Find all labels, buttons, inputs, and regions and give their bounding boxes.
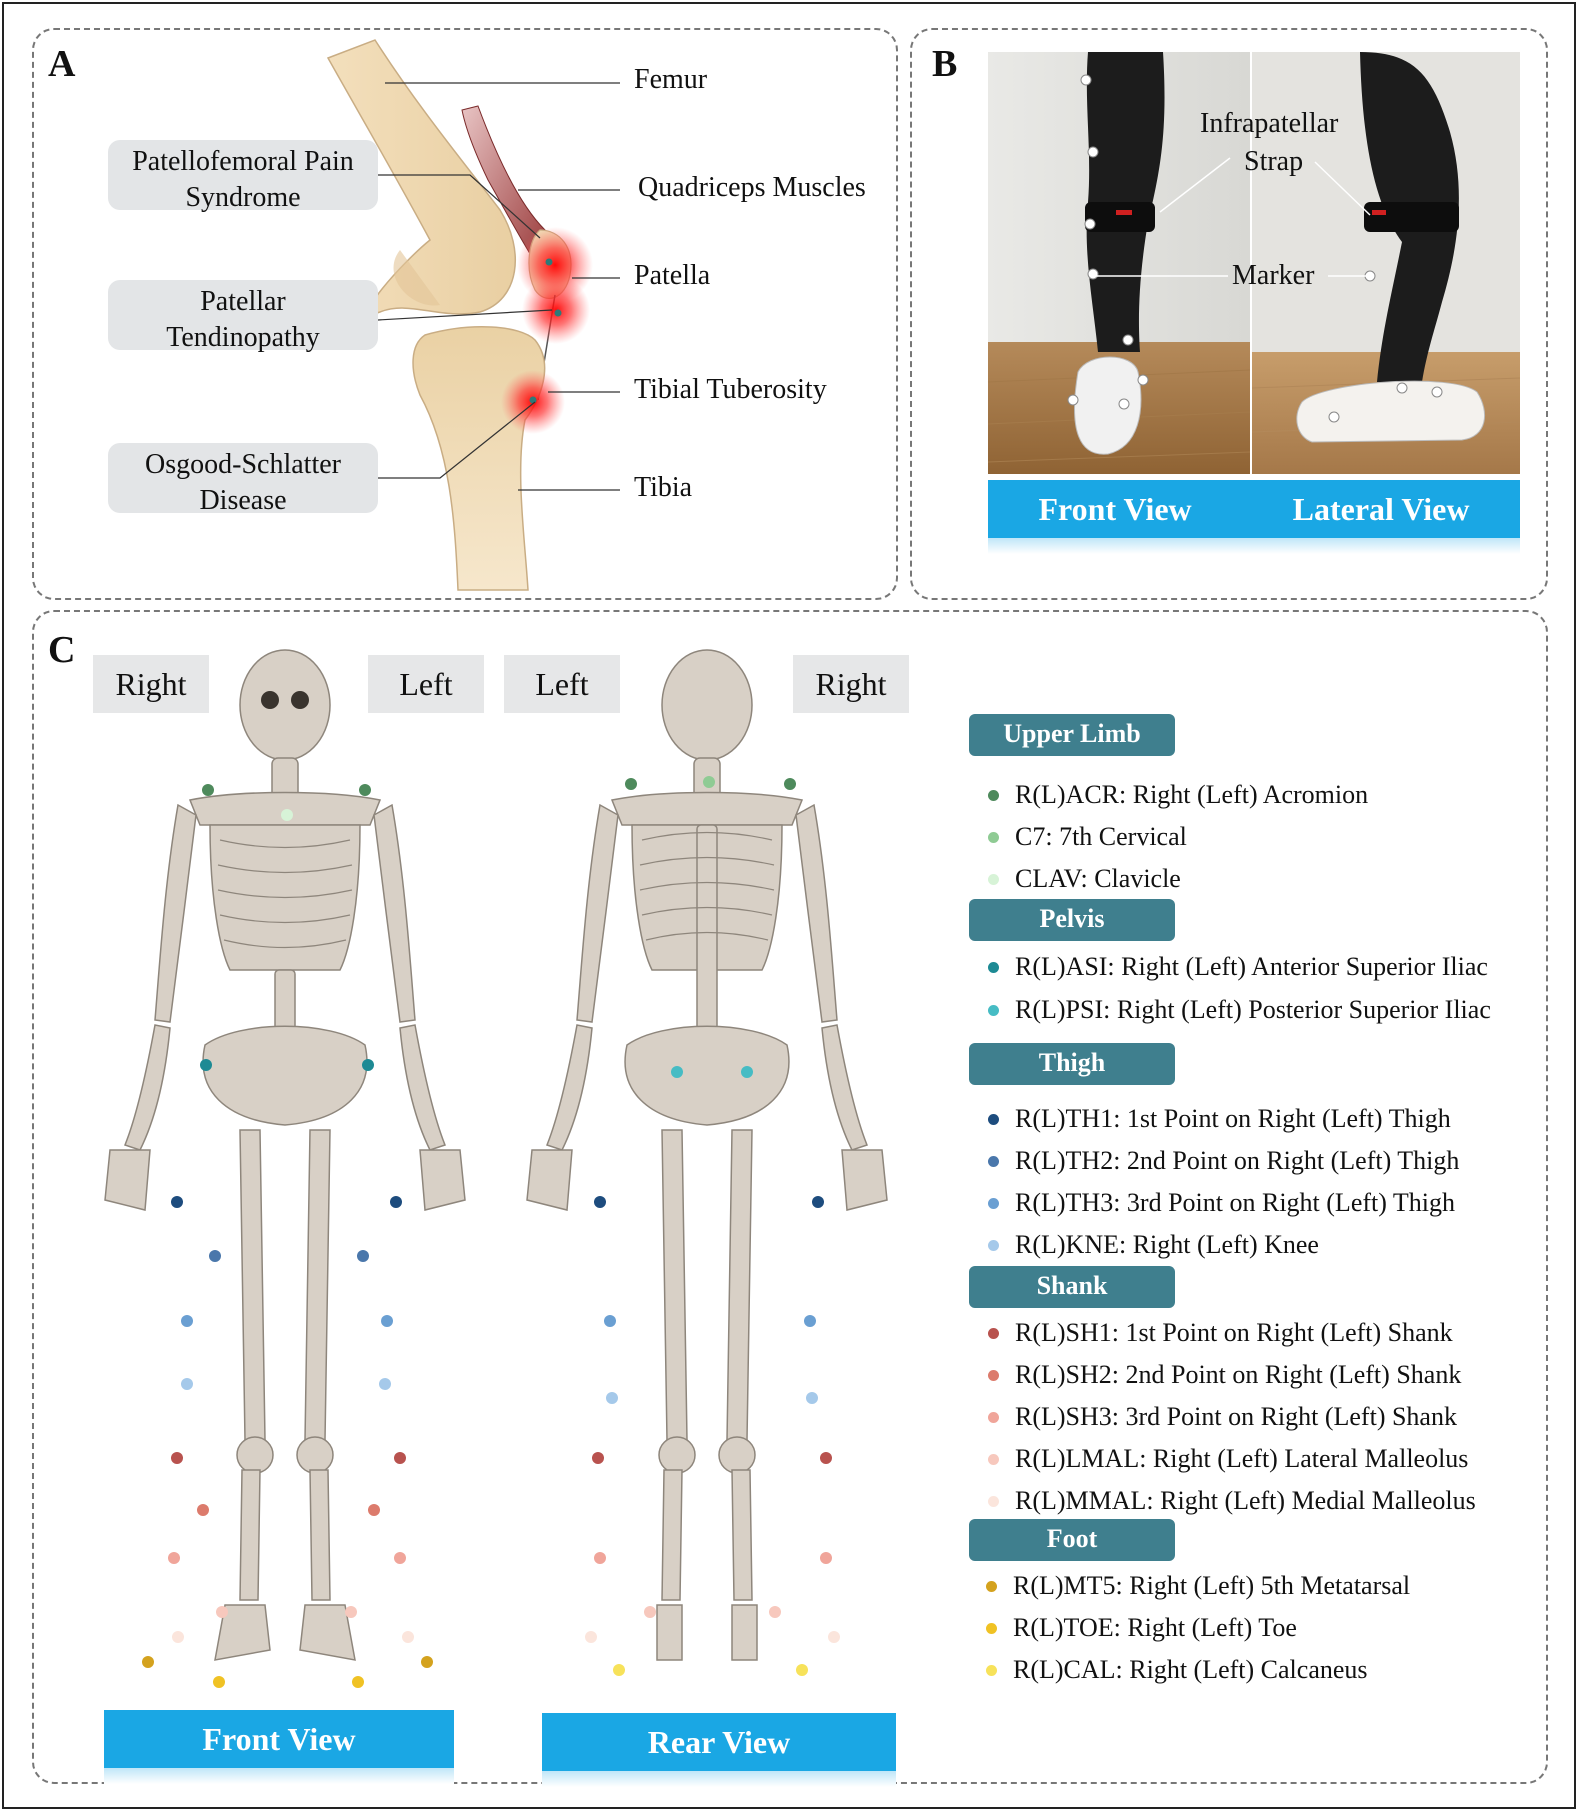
marker-dot bbox=[390, 1196, 402, 1208]
box-patellofemoral-pain: Patellofemoral Pain Syndrome bbox=[108, 140, 378, 210]
marker-dot bbox=[394, 1552, 406, 1564]
marker-dot bbox=[604, 1315, 616, 1327]
legend-item-label: R(L)LMAL: Right (Left) Lateral Malleolus bbox=[1015, 1444, 1469, 1473]
marker-dot bbox=[213, 1676, 225, 1688]
marker-dot bbox=[359, 784, 371, 796]
label-tibia: Tibia bbox=[634, 472, 693, 503]
marker-dot bbox=[820, 1452, 832, 1464]
legend-item bbox=[988, 1230, 1319, 1260]
marker-dot bbox=[281, 809, 293, 821]
panel-a-letter: A bbox=[48, 43, 76, 85]
marker-dot bbox=[181, 1315, 193, 1327]
marker-dot bbox=[362, 1059, 374, 1071]
legend-item bbox=[988, 1188, 1455, 1218]
legend-item-label: R(L)SH1: 1st Point on Right (Left) Shank bbox=[1015, 1318, 1453, 1347]
legend-dot-icon bbox=[988, 1114, 999, 1125]
label-infrapatellar: Infrapatellar bbox=[1200, 108, 1339, 139]
marker-dot bbox=[181, 1378, 193, 1390]
marker-dot bbox=[806, 1392, 818, 1404]
marker-dot bbox=[197, 1504, 209, 1516]
legend-dot-icon bbox=[988, 1412, 999, 1423]
legend-dot-icon bbox=[986, 1623, 997, 1634]
label-right-rear: Right bbox=[793, 655, 909, 713]
legend-dot-icon bbox=[988, 1005, 999, 1016]
marker-dot bbox=[209, 1250, 221, 1262]
marker-dot bbox=[769, 1606, 781, 1618]
legend-item-label: R(L)TH1: 1st Point on Right (Left) Thigh bbox=[1015, 1104, 1451, 1133]
label-patella: Patella bbox=[634, 260, 711, 291]
label-front-view-c: Front View bbox=[202, 1720, 356, 1757]
marker-dot bbox=[402, 1631, 414, 1643]
legend-dot-icon bbox=[988, 1156, 999, 1167]
marker-dot bbox=[606, 1392, 618, 1404]
marker-dot bbox=[171, 1452, 183, 1464]
legend-dot-icon bbox=[986, 1665, 997, 1676]
legend-category-pelvis: Pelvis bbox=[969, 899, 1175, 941]
label-marker: Marker bbox=[1232, 260, 1315, 291]
label-lateral-view-b: Lateral View bbox=[1292, 490, 1470, 527]
legend-item bbox=[988, 1146, 1459, 1176]
legend-category-upper-limb: Upper Limb bbox=[969, 714, 1175, 756]
marker-dot bbox=[200, 1059, 212, 1071]
legend-dot-icon bbox=[988, 832, 999, 843]
legend-dot-icon bbox=[988, 874, 999, 885]
legend-dot-icon bbox=[988, 1454, 999, 1465]
label-quadriceps: Quadriceps Muscles bbox=[638, 172, 866, 203]
legend-category-shank: Shank bbox=[969, 1266, 1175, 1308]
marker-dot bbox=[812, 1196, 824, 1208]
marker-dot bbox=[216, 1606, 228, 1618]
legend-item-label: R(L)TOE: Right (Left) Toe bbox=[1013, 1613, 1297, 1642]
legend-item-label: R(L)MMAL: Right (Left) Medial Malleolus bbox=[1015, 1486, 1476, 1515]
legend-dot-icon bbox=[988, 1496, 999, 1507]
legend-item-label: R(L)TH3: 3rd Point on Right (Left) Thigh bbox=[1015, 1188, 1456, 1217]
marker-dot bbox=[594, 1552, 606, 1564]
legend-item bbox=[988, 822, 1187, 852]
legend-dot-icon bbox=[988, 1328, 999, 1339]
legend-item bbox=[986, 1571, 1410, 1601]
label-strap: Strap bbox=[1244, 146, 1304, 177]
marker-dot bbox=[804, 1315, 816, 1327]
legend-item bbox=[988, 864, 1181, 894]
box-osgood-schlatter: Osgood-Schlatter Disease bbox=[108, 443, 378, 513]
marker-dot bbox=[379, 1378, 391, 1390]
legend-item-label: R(L)PSI: Right (Left) Posterior Superior Iliac bbox=[1015, 995, 1491, 1024]
marker-dot bbox=[784, 778, 796, 790]
panel-c-letter: C bbox=[48, 629, 76, 671]
legend-item-label: R(L)SH3: 3rd Point on Right (Left) Shank bbox=[1015, 1402, 1457, 1431]
marker-dot bbox=[421, 1656, 433, 1668]
marker-dot bbox=[352, 1676, 364, 1688]
label-left-front: Left bbox=[368, 655, 484, 713]
label-femur: Femur bbox=[634, 64, 708, 95]
legend-dot-icon bbox=[988, 1198, 999, 1209]
legend-item bbox=[988, 1486, 1476, 1516]
marker-dot bbox=[168, 1552, 180, 1564]
legend-category-foot: Foot bbox=[969, 1519, 1175, 1561]
marker-dot bbox=[585, 1631, 597, 1643]
legend-dot-icon bbox=[988, 962, 999, 973]
marker-dot bbox=[703, 776, 715, 788]
legend-item bbox=[986, 1655, 1368, 1685]
label-front-view-b: Front View bbox=[1038, 490, 1192, 527]
panel-b-view-bar bbox=[988, 480, 1520, 538]
marker-dot bbox=[671, 1066, 683, 1078]
legend-item bbox=[986, 1613, 1297, 1643]
marker-dot bbox=[202, 784, 214, 796]
legend-item bbox=[988, 1444, 1468, 1474]
legend-item-label: C7: 7th Cervical bbox=[1015, 822, 1187, 851]
legend-item bbox=[988, 1318, 1453, 1348]
legend-item-label: R(L)ACR: Right (Left) Acromion bbox=[1015, 780, 1369, 809]
marker-dot bbox=[172, 1631, 184, 1643]
legend-item-label: R(L)CAL: Right (Left) Calcaneus bbox=[1013, 1655, 1368, 1684]
marker-dot bbox=[613, 1664, 625, 1676]
marker-dot bbox=[381, 1315, 393, 1327]
marker-dot bbox=[828, 1631, 840, 1643]
legend-item-label: R(L)SH2: 2nd Point on Right (Left) Shank bbox=[1015, 1360, 1462, 1389]
legend-dot-icon bbox=[988, 790, 999, 801]
marker-dot bbox=[171, 1196, 183, 1208]
label-right-front: Right bbox=[93, 655, 209, 713]
legend-item-label: CLAV: Clavicle bbox=[1015, 864, 1181, 893]
legend-item-label: R(L)KNE: Right (Left) Knee bbox=[1015, 1230, 1319, 1259]
marker-dot bbox=[142, 1656, 154, 1668]
marker-dot bbox=[368, 1504, 380, 1516]
legend-item bbox=[988, 780, 1368, 810]
label-rear-view-c: Rear View bbox=[647, 1723, 791, 1760]
legend-item bbox=[988, 952, 1488, 982]
legend-category-thigh: Thigh bbox=[969, 1043, 1175, 1085]
marker-dot bbox=[796, 1664, 808, 1676]
legend-item bbox=[988, 995, 1491, 1025]
legend-item bbox=[988, 1402, 1457, 1432]
marker-dot bbox=[820, 1552, 832, 1564]
legend-dot-icon bbox=[988, 1370, 999, 1381]
marker-dot bbox=[741, 1066, 753, 1078]
legend-item-label: R(L)MT5: Right (Left) 5th Metatarsal bbox=[1013, 1571, 1411, 1600]
marker-dot bbox=[644, 1606, 656, 1618]
label-left-rear: Left bbox=[504, 655, 620, 713]
legend-dot-icon bbox=[988, 1240, 999, 1251]
marker-dot bbox=[592, 1452, 604, 1464]
front-view-bar bbox=[104, 1710, 454, 1768]
legend-dot-icon bbox=[986, 1581, 997, 1592]
label-tibial-tuberosity: Tibial Tuberosity bbox=[634, 374, 827, 405]
marker-dot bbox=[594, 1196, 606, 1208]
legend-item-label: R(L)ASI: Right (Left) Anterior Superior Iliac bbox=[1015, 952, 1488, 981]
box-patellar-tendinopathy: Patellar Tendinopathy bbox=[108, 280, 378, 350]
marker-dot bbox=[394, 1452, 406, 1464]
legend-item-label: R(L)TH2: 2nd Point on Right (Left) Thigh bbox=[1015, 1146, 1460, 1175]
marker-dot bbox=[345, 1606, 357, 1618]
legend-item bbox=[988, 1104, 1451, 1134]
legend-item bbox=[988, 1360, 1461, 1390]
rear-view-bar bbox=[542, 1713, 896, 1771]
marker-dot bbox=[357, 1250, 369, 1262]
marker-dot bbox=[625, 778, 637, 790]
panel-b-letter: B bbox=[932, 43, 958, 85]
